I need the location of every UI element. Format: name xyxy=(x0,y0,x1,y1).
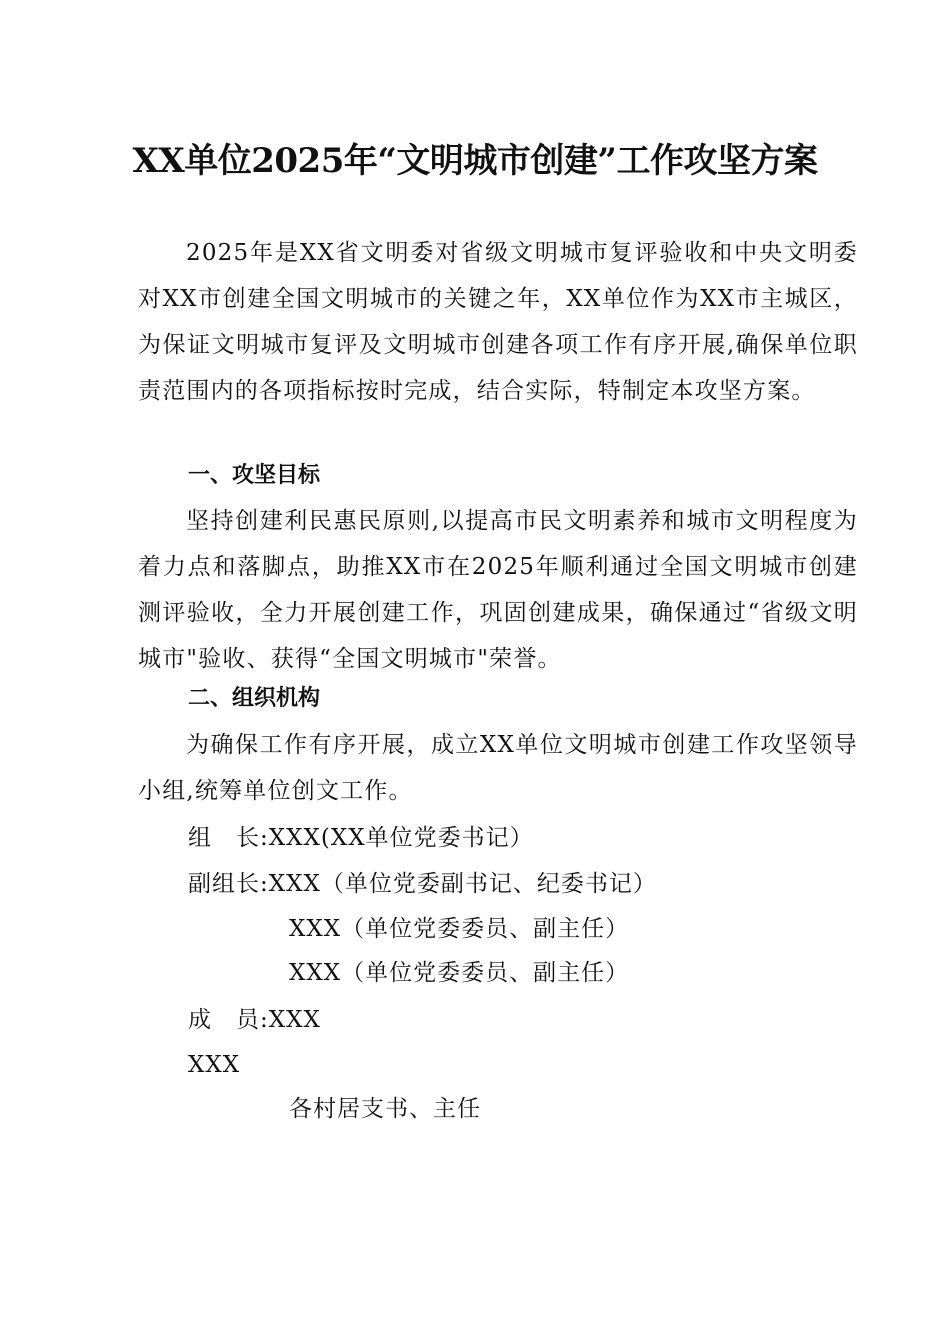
section-heading-organization: 二、组织机构 xyxy=(188,686,321,711)
member-note: 各村居支书、主任 xyxy=(289,1096,481,1122)
member-label: 成 员: xyxy=(188,1007,269,1033)
intro-paragraph: 2025年是XX省文明委对省级文明城市复评验收和中央文明委对XX市创建全国文明城市的关键之年，XX单位作为XX市主城区，为保证文明城市复评及文明城市创建各项工作有序开展,确保单位职责范围内的各项指标按时完成，结合实际，特制定本攻坚方案。 xyxy=(138,240,858,404)
deputy-value-1: XXX（单位党委副书记、纪委书记） xyxy=(268,871,657,897)
document-title: XX单位2025年“文明城市创建”工作攻坚方案 xyxy=(132,141,818,181)
leader-value: XXX(XX单位党委书记） xyxy=(268,825,534,851)
goals-paragraph: 坚持创建利民惠民原则,以提高市民文明素养和城市文明程度为着力点和落脚点，助推XX市在2025年顺利通过全国文明城市创建测评验收，全力开展创建工作，巩固创建成果，确保通过“省级文明城市"验收、获得“全国文明城市"荣誉。 xyxy=(138,508,858,672)
member-value: XXX xyxy=(268,1007,321,1033)
organization-paragraph: 为确保工作有序开展，成立XX单位文明城市创建工作攻坚领导小组,统筹单位创文工作。 xyxy=(138,732,858,804)
section-heading-goals: 一、攻坚目标 xyxy=(188,463,321,488)
leader-label: 组 长: xyxy=(188,825,269,851)
deputy-value-3: XXX（单位党委委员、副主任） xyxy=(289,960,630,986)
member-line xyxy=(188,997,321,1043)
deputy-value-2: XXX（单位党委委员、副主任） xyxy=(289,916,630,942)
deputy-label: 副组长: xyxy=(188,871,269,897)
deputy-line xyxy=(188,861,657,907)
leader-line xyxy=(188,815,534,861)
member-extra: XXX xyxy=(188,1052,241,1078)
